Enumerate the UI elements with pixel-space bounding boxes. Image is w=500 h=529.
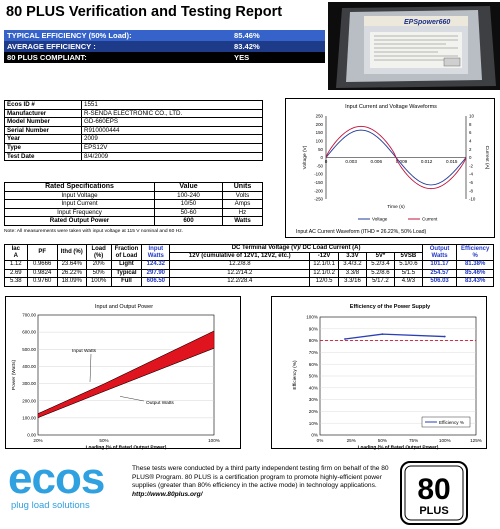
eff-ytick-label: 30% bbox=[308, 397, 318, 403]
load-cell-pf: 0.9760 bbox=[27, 278, 57, 287]
efficiency-chart-panel bbox=[271, 296, 487, 449]
footer-disclaimer bbox=[132, 465, 394, 499]
io-annotation-output: Output Watts bbox=[146, 401, 174, 406]
eff-ytick-label: 100% bbox=[306, 314, 318, 320]
col-iac: Iac A bbox=[5, 245, 28, 261]
waveform-caption: Input AC Current Waveform (ITHD = 26.22%, 50% Load) bbox=[296, 229, 427, 235]
info-row bbox=[5, 109, 263, 118]
wave-ytick-right-label: -2 bbox=[469, 163, 473, 169]
load-cell-efficiency: 83.43% bbox=[457, 278, 494, 287]
info-value: 1551 bbox=[82, 101, 263, 110]
ecos-logo-word: ecos bbox=[8, 454, 105, 503]
eff-ytick-label: 80% bbox=[308, 338, 318, 344]
load-cell-ithd: 23.64% bbox=[57, 261, 86, 270]
wave-ytick-label: 0 bbox=[320, 155, 323, 161]
load-cell-vn12: 12.1/0.2 bbox=[310, 269, 339, 278]
col-fraction: Fraction of Load bbox=[111, 245, 142, 261]
col-input-watts: Input Watts bbox=[142, 245, 170, 261]
io-ytick-label: 300.00 bbox=[22, 381, 36, 387]
col-efficiency: Efficiency % bbox=[457, 245, 494, 261]
measurement-note: Note: All measurements were taken with input voltage at 115 V nominal and 60 Hz. bbox=[4, 229, 184, 234]
load-cell-fraction: Full bbox=[111, 278, 142, 287]
plus-logo-word: PLUS bbox=[419, 505, 449, 517]
rated-unit: Hz bbox=[223, 208, 263, 217]
col-neg12v: -12V bbox=[310, 253, 339, 261]
eff-point bbox=[382, 333, 384, 335]
rated-label: Input Voltage bbox=[5, 191, 155, 200]
col-dc-group: DC Terminal Voltage (V)/ DC Load Current (A) bbox=[170, 245, 423, 253]
wave-title: Input Current and Voltage Waveforms bbox=[345, 104, 437, 110]
info-value: R910000444 bbox=[82, 126, 263, 135]
eff-xtick-label: 25% bbox=[346, 438, 356, 443]
wave-ytick-right-label: 2 bbox=[469, 146, 472, 152]
io-ytick-label: 200.00 bbox=[22, 398, 36, 404]
rated-unit: Watts bbox=[223, 217, 263, 226]
info-row bbox=[5, 135, 263, 144]
eff-ytick-label: 40% bbox=[308, 385, 318, 391]
rated-value: 50-60 bbox=[155, 208, 223, 217]
load-cell-vn12: 12/0.5 bbox=[310, 278, 339, 287]
rated-specifications-table bbox=[4, 182, 263, 226]
load-row bbox=[5, 278, 494, 287]
load-cell-ithd: 18.09% bbox=[57, 278, 86, 287]
psu-label-brand: EPSpower660 bbox=[404, 19, 451, 26]
wave-ytick-label: 200 bbox=[315, 121, 323, 127]
rated-unit: Amps bbox=[223, 200, 263, 209]
load-cell-input-watts: 124.32 bbox=[142, 261, 170, 270]
rated-row bbox=[5, 191, 263, 200]
wave-xtick-label: 0.012 bbox=[420, 159, 433, 164]
load-cell-iac: 5.38 bbox=[5, 278, 28, 287]
load-cell-output-watts: 101.17 bbox=[422, 261, 456, 270]
summary-row-compliant bbox=[4, 52, 325, 63]
eff-ytick-label: 10% bbox=[308, 420, 318, 426]
load-cell-v5sb: 4.9/3 bbox=[394, 278, 422, 287]
page-title: 80 PLUS Verification and Testing Report bbox=[6, 4, 283, 20]
efficiency-summary-banner bbox=[4, 30, 325, 63]
load-cell-v33: 3.3/16 bbox=[338, 278, 366, 287]
rated-unit: Volts bbox=[223, 191, 263, 200]
wave-ytick-right-label: -8 bbox=[469, 188, 473, 194]
io-xtick-label: 100% bbox=[208, 438, 220, 443]
wave-xtick-label: 0.009 bbox=[395, 159, 408, 164]
info-row bbox=[5, 126, 263, 135]
wave-y2-label: Current (A) bbox=[484, 145, 489, 170]
rated-header-spec: Rated Specifications bbox=[5, 183, 155, 192]
eff-ytick-label: 50% bbox=[308, 373, 318, 379]
rated-value: 600 bbox=[155, 217, 223, 226]
summary-row-average bbox=[4, 41, 325, 52]
summary-value: 85.46% bbox=[234, 31, 260, 40]
wave-ytick-label: -100 bbox=[314, 171, 323, 177]
wave-xtick-label: 0.015 bbox=[445, 159, 458, 164]
summary-value: YES bbox=[234, 53, 250, 62]
info-row bbox=[5, 152, 263, 161]
summary-label: AVERAGE EFFICIENCY : bbox=[7, 42, 96, 51]
wave-y-label: Voltage (V) bbox=[303, 145, 308, 170]
eff-ytick-label: 20% bbox=[308, 409, 318, 414]
col-load: Load (%) bbox=[86, 245, 111, 261]
rated-header-units: Units bbox=[223, 183, 263, 192]
summary-value: 83.42% bbox=[234, 42, 260, 51]
load-cell-v12: 12.2/14.2 bbox=[170, 269, 310, 278]
wave-legend-label: Current bbox=[422, 216, 438, 222]
load-cell-output-watts: 254.57 bbox=[422, 269, 456, 278]
io-annotation-input: Input Watts bbox=[72, 349, 97, 354]
col-ithd: Ithd (%) bbox=[57, 245, 86, 261]
wave-ytick-right-label: 8 bbox=[469, 121, 472, 127]
rated-row bbox=[5, 200, 263, 209]
waveform-chart-panel bbox=[285, 98, 495, 238]
wave-ytick-label: -200 bbox=[314, 188, 323, 194]
ecos-logo-tagline: plug load solutions bbox=[11, 500, 90, 511]
info-label: Ecos ID # bbox=[5, 101, 82, 110]
load-cell-output-watts: 506.03 bbox=[422, 278, 456, 287]
info-row bbox=[5, 101, 263, 110]
info-label: Serial Number bbox=[5, 126, 82, 135]
load-cell-vn12: 12.1/0.1 bbox=[310, 261, 339, 270]
eff-ytick-label: 70% bbox=[308, 350, 318, 355]
eff-point bbox=[444, 336, 446, 338]
eff-point bbox=[344, 338, 346, 340]
eff-title: Efficiency of the Power Supply bbox=[349, 304, 431, 310]
wave-ytick-right-label: 10 bbox=[469, 113, 474, 119]
plus-logo-number: 80 bbox=[417, 473, 451, 506]
load-test-table bbox=[4, 244, 494, 287]
eff-xtick-label: 75% bbox=[408, 438, 419, 443]
rated-header-value: Value bbox=[155, 183, 223, 192]
wave-legend-label: Voltage bbox=[372, 216, 388, 222]
load-cell-v12: 12.2/8.8 bbox=[170, 261, 310, 270]
load-cell-v5sb: 5.1/0.6 bbox=[394, 261, 422, 270]
eff-xtick-label: 100% bbox=[438, 438, 451, 443]
rated-row bbox=[5, 217, 263, 226]
load-cell-v33: 3.3/8 bbox=[338, 269, 366, 278]
load-cell-load: 50% bbox=[86, 269, 111, 278]
io-xtick-label: 50% bbox=[99, 438, 109, 443]
load-cell-v5: 5.2/8.6 bbox=[366, 269, 394, 278]
wave-ytick-right-label: 0 bbox=[469, 155, 472, 161]
wave-ytick-right-label: 6 bbox=[469, 130, 472, 136]
info-row bbox=[5, 118, 263, 127]
load-cell-fraction: Light bbox=[111, 261, 142, 270]
io-x-label: Loading (% of Rated Output Power) bbox=[85, 445, 167, 450]
col-5vsb: 5VSB bbox=[394, 253, 422, 261]
io-ytick-label: 0.00 bbox=[27, 432, 36, 438]
wave-xtick-label: 0.003 bbox=[345, 159, 357, 164]
wave-xtick-label: 0 bbox=[324, 159, 328, 164]
eff-ytick-label: 0% bbox=[311, 432, 318, 438]
wave-ytick-right-label: 4 bbox=[469, 138, 472, 144]
unit-info-table bbox=[4, 100, 263, 161]
io-ytick-label: 700.00 bbox=[22, 312, 36, 318]
rated-label: Input Frequency bbox=[5, 208, 155, 217]
footer-link[interactable]: http://www.80plus.org/ bbox=[132, 490, 203, 498]
rated-label: Input Current bbox=[5, 200, 155, 209]
col-12v: 12V (cumulative of 12V1, 12V2, etc.) bbox=[170, 253, 310, 261]
load-cell-pf: 0.9824 bbox=[27, 269, 57, 278]
io-ytick-label: 100.00 bbox=[22, 415, 36, 421]
info-label: Year bbox=[5, 135, 82, 144]
info-label: Model Number bbox=[5, 118, 82, 127]
summary-label: 80 PLUS COMPLIANT: bbox=[7, 53, 87, 62]
load-cell-v5: 5/17.2 bbox=[366, 278, 394, 287]
eff-xtick-label: 125% bbox=[470, 438, 482, 443]
wave-ytick-label: -150 bbox=[314, 180, 323, 185]
io-y-label: Power (Watts) bbox=[12, 359, 17, 391]
80-plus-logo bbox=[400, 461, 468, 525]
rated-value: 100-240 bbox=[155, 191, 223, 200]
rated-label: Rated Output Power bbox=[5, 217, 155, 226]
load-cell-efficiency: 81.38% bbox=[457, 261, 494, 270]
wave-ytick-label: 250 bbox=[315, 113, 323, 119]
wave-x-label: Time (s) bbox=[387, 205, 405, 210]
wave-ytick-label: 50 bbox=[318, 146, 323, 152]
info-value: GD-660EPS bbox=[82, 118, 263, 127]
wave-ytick-right-label: -4 bbox=[469, 171, 473, 177]
col-3v3: 3.3V bbox=[338, 253, 366, 261]
wave-ytick-right-label: -10 bbox=[469, 196, 476, 202]
wave-ytick-label: -50 bbox=[316, 163, 323, 169]
load-cell-v33: 3.4/3.2 bbox=[338, 261, 366, 270]
load-row bbox=[5, 269, 494, 278]
load-cell-iac: 2.69 bbox=[5, 269, 28, 278]
load-cell-efficiency: 85.46% bbox=[457, 269, 494, 278]
load-cell-load: 100% bbox=[86, 278, 111, 287]
summary-label: TYPICAL EFFICIENCY (50% Load): bbox=[7, 31, 132, 40]
info-label: Type bbox=[5, 143, 82, 152]
wave-ytick-right-label: -6 bbox=[469, 180, 473, 185]
summary-row-typical bbox=[4, 30, 325, 41]
ecos-logo bbox=[8, 454, 134, 519]
eff-ytick-label: 90% bbox=[308, 326, 318, 332]
info-value: 2009 bbox=[82, 135, 263, 144]
load-cell-input-watts: 297.90 bbox=[142, 269, 170, 278]
load-cell-pf: 0.9666 bbox=[27, 261, 57, 270]
io-xtick-label: 20% bbox=[33, 438, 43, 443]
eff-legend-label: Efficiency % bbox=[439, 419, 464, 425]
info-row bbox=[5, 143, 263, 152]
info-label: Manufacturer bbox=[5, 109, 82, 118]
col-pf: PF bbox=[27, 245, 57, 261]
col-output-watts: Output Watts bbox=[422, 245, 456, 261]
io-ytick-label: 600.00 bbox=[22, 329, 36, 335]
load-cell-ithd: 26.22% bbox=[57, 269, 86, 278]
eff-xtick-label: 0% bbox=[316, 438, 324, 443]
load-cell-fraction: Typical bbox=[111, 269, 142, 278]
info-label: Test Date bbox=[5, 152, 82, 161]
footer-body-text: These tests were conducted by a third party independent testing firm on behalf of the 80 PLUS® Program. 80 PLUS is a certification program to promote highly-efficient power supplies (greater than 80% efficiency in the active mode) in technology applications. bbox=[132, 465, 389, 490]
col-5v: 5V* bbox=[366, 253, 394, 261]
rated-value: 10/50 bbox=[155, 200, 223, 209]
wave-ytick-label: 100 bbox=[315, 138, 323, 144]
info-value: R-SENDA ELECTRONIC CO., LTD. bbox=[82, 109, 263, 118]
load-cell-v5: 5.2/3.4 bbox=[366, 261, 394, 270]
eff-x-label: Loading (% of Rated Output Power) bbox=[357, 445, 439, 450]
eff-xtick-label: 50% bbox=[377, 438, 388, 443]
info-value: 8/4/2009 bbox=[82, 152, 263, 161]
eff-y-label: Efficiency (%) bbox=[293, 360, 298, 390]
eff-ytick-label: 60% bbox=[308, 361, 318, 367]
io-title: Input and Output Power bbox=[94, 304, 154, 310]
wave-xtick-label: 0.006 bbox=[370, 159, 383, 164]
load-cell-load: 20% bbox=[86, 261, 111, 270]
rated-row bbox=[5, 208, 263, 217]
load-cell-input-watts: 606.50 bbox=[142, 278, 170, 287]
wave-ytick-label: -250 bbox=[314, 196, 323, 202]
io-ytick-label: 400.00 bbox=[22, 364, 36, 370]
input-output-power-chart-panel bbox=[5, 296, 241, 449]
io-ytick-label: 500.00 bbox=[22, 346, 36, 352]
load-cell-iac: 1.12 bbox=[5, 261, 28, 270]
wave-ytick-label: 150 bbox=[315, 130, 323, 136]
power-supply-photo bbox=[328, 2, 500, 90]
info-value: EPS12V bbox=[82, 143, 263, 152]
load-cell-v5sb: 5/1.5 bbox=[394, 269, 422, 278]
load-cell-v12: 12.2/28.4 bbox=[170, 278, 310, 287]
load-row bbox=[5, 261, 494, 270]
